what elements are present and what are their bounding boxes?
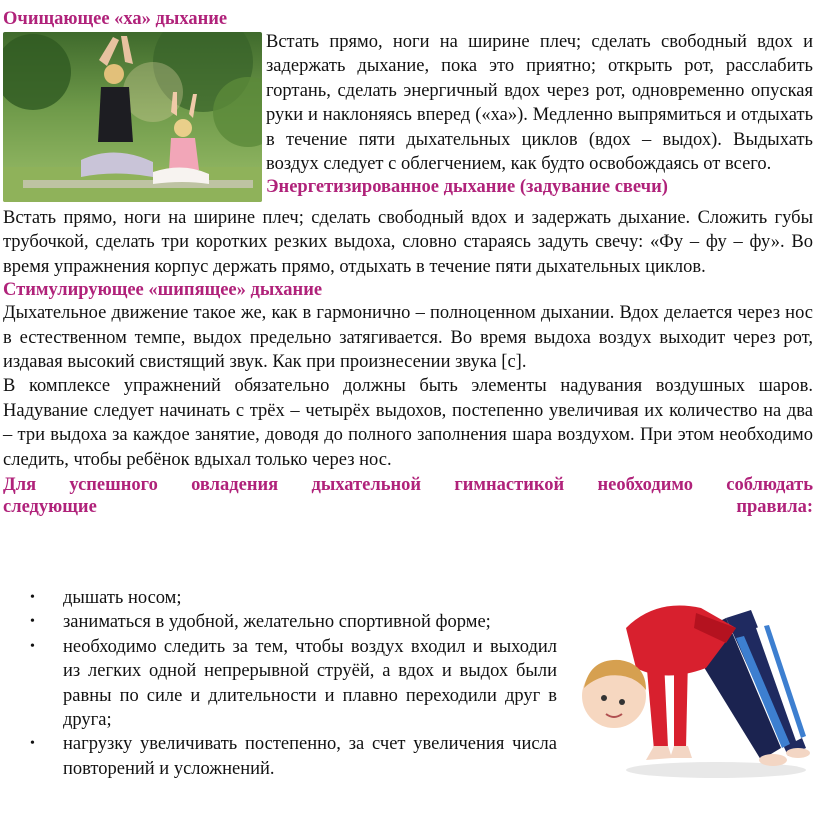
section-title-cleansing-breath: Очищающее «ха» дыхание (3, 9, 228, 29)
bullet-icon: • (30, 614, 35, 630)
section-title-candle-breath: Энергетизированное дыхание (задувание свечи) (266, 177, 668, 198)
bullet-icon: • (30, 590, 35, 605)
photo-child-stretching (576, 598, 810, 784)
bullet-icon: • (30, 736, 35, 752)
section-text-cleansing-breath: Встать прямо, ноги на ширине плеч; сделать свободный вдох и задержать дыхание, пока это приятно; открыть рот, расслабить гортань, сделать энергичный вдох через рот, одновременно опуская руки и наклоняясь вперед («ха»). Медленно выпрямиться и отдыхать в течение пяти дыхательных циклов (вдох – выдох). Выдыхать воздух следует с облегчением, как будто освобождаясь от всего. (266, 32, 813, 175)
document-page (3, 8, 813, 518)
rules-list (30, 586, 557, 781)
section-text-balloons: В комплексе упражнений обязательно должны быть элементы надувания воздушных шаров. Надувание следует начинать с трёх – четырёх выдохов, постепенно увеличивая их количество на два – три выдоха за каждое занятие, доводя до полного заполнения шара воздухом. При этом необходимо следить, чтобы ребёнок вдыхал только через нос. (3, 376, 813, 470)
section-text-candle-breath: Встать прямо, ноги на ширине плеч; сделать свободный вдох и задержать дыхание. Сложить губы трубочкой, сделать три коротких резких выдоха, словно стараясь задуть свечу: «Фу – фу – фу». Во время упражнения корпус держать прямо, отдыхать в течение пяти дыхательных циклов. (3, 208, 813, 277)
section-text-hissing-breath: Дыхательное движение такое же, как в гармонично – полноценном дыхании. Вдох делается через нос в естественном темпе, выдох предельно затягивается. Во время выдоха воздух выходит через рот, издавая высокий свистящий звук. Как при произнесении звука [с]. (3, 303, 813, 373)
list-item: • заниматься в удобной, желательно спортивной форме; (30, 610, 557, 634)
list-item: • необходимо следить за тем, чтобы воздух входил и выходил из легких одной непрерывной струёй, а вдох и выдох были равны по силе и длительности и плавно переходили друг в друга; (30, 636, 557, 731)
list-item: • нагрузку увеличивать постепенно, за счет увеличения числа повторений и усложнений. (30, 734, 557, 779)
list-item: • дышать носом; (30, 586, 557, 610)
section-title-hissing-breath: Стимулирующее «шипящее» дыхание (3, 280, 323, 301)
bullet-icon: • (30, 638, 35, 654)
photo-mother-daughter-stretching (3, 32, 262, 202)
rules-title (3, 474, 813, 518)
rules-title-line1: Для успешного овладения дыхательной гимнастикой необходимо соблюдать (3, 475, 813, 496)
rules-title-line2: следующие правила: (3, 497, 813, 518)
